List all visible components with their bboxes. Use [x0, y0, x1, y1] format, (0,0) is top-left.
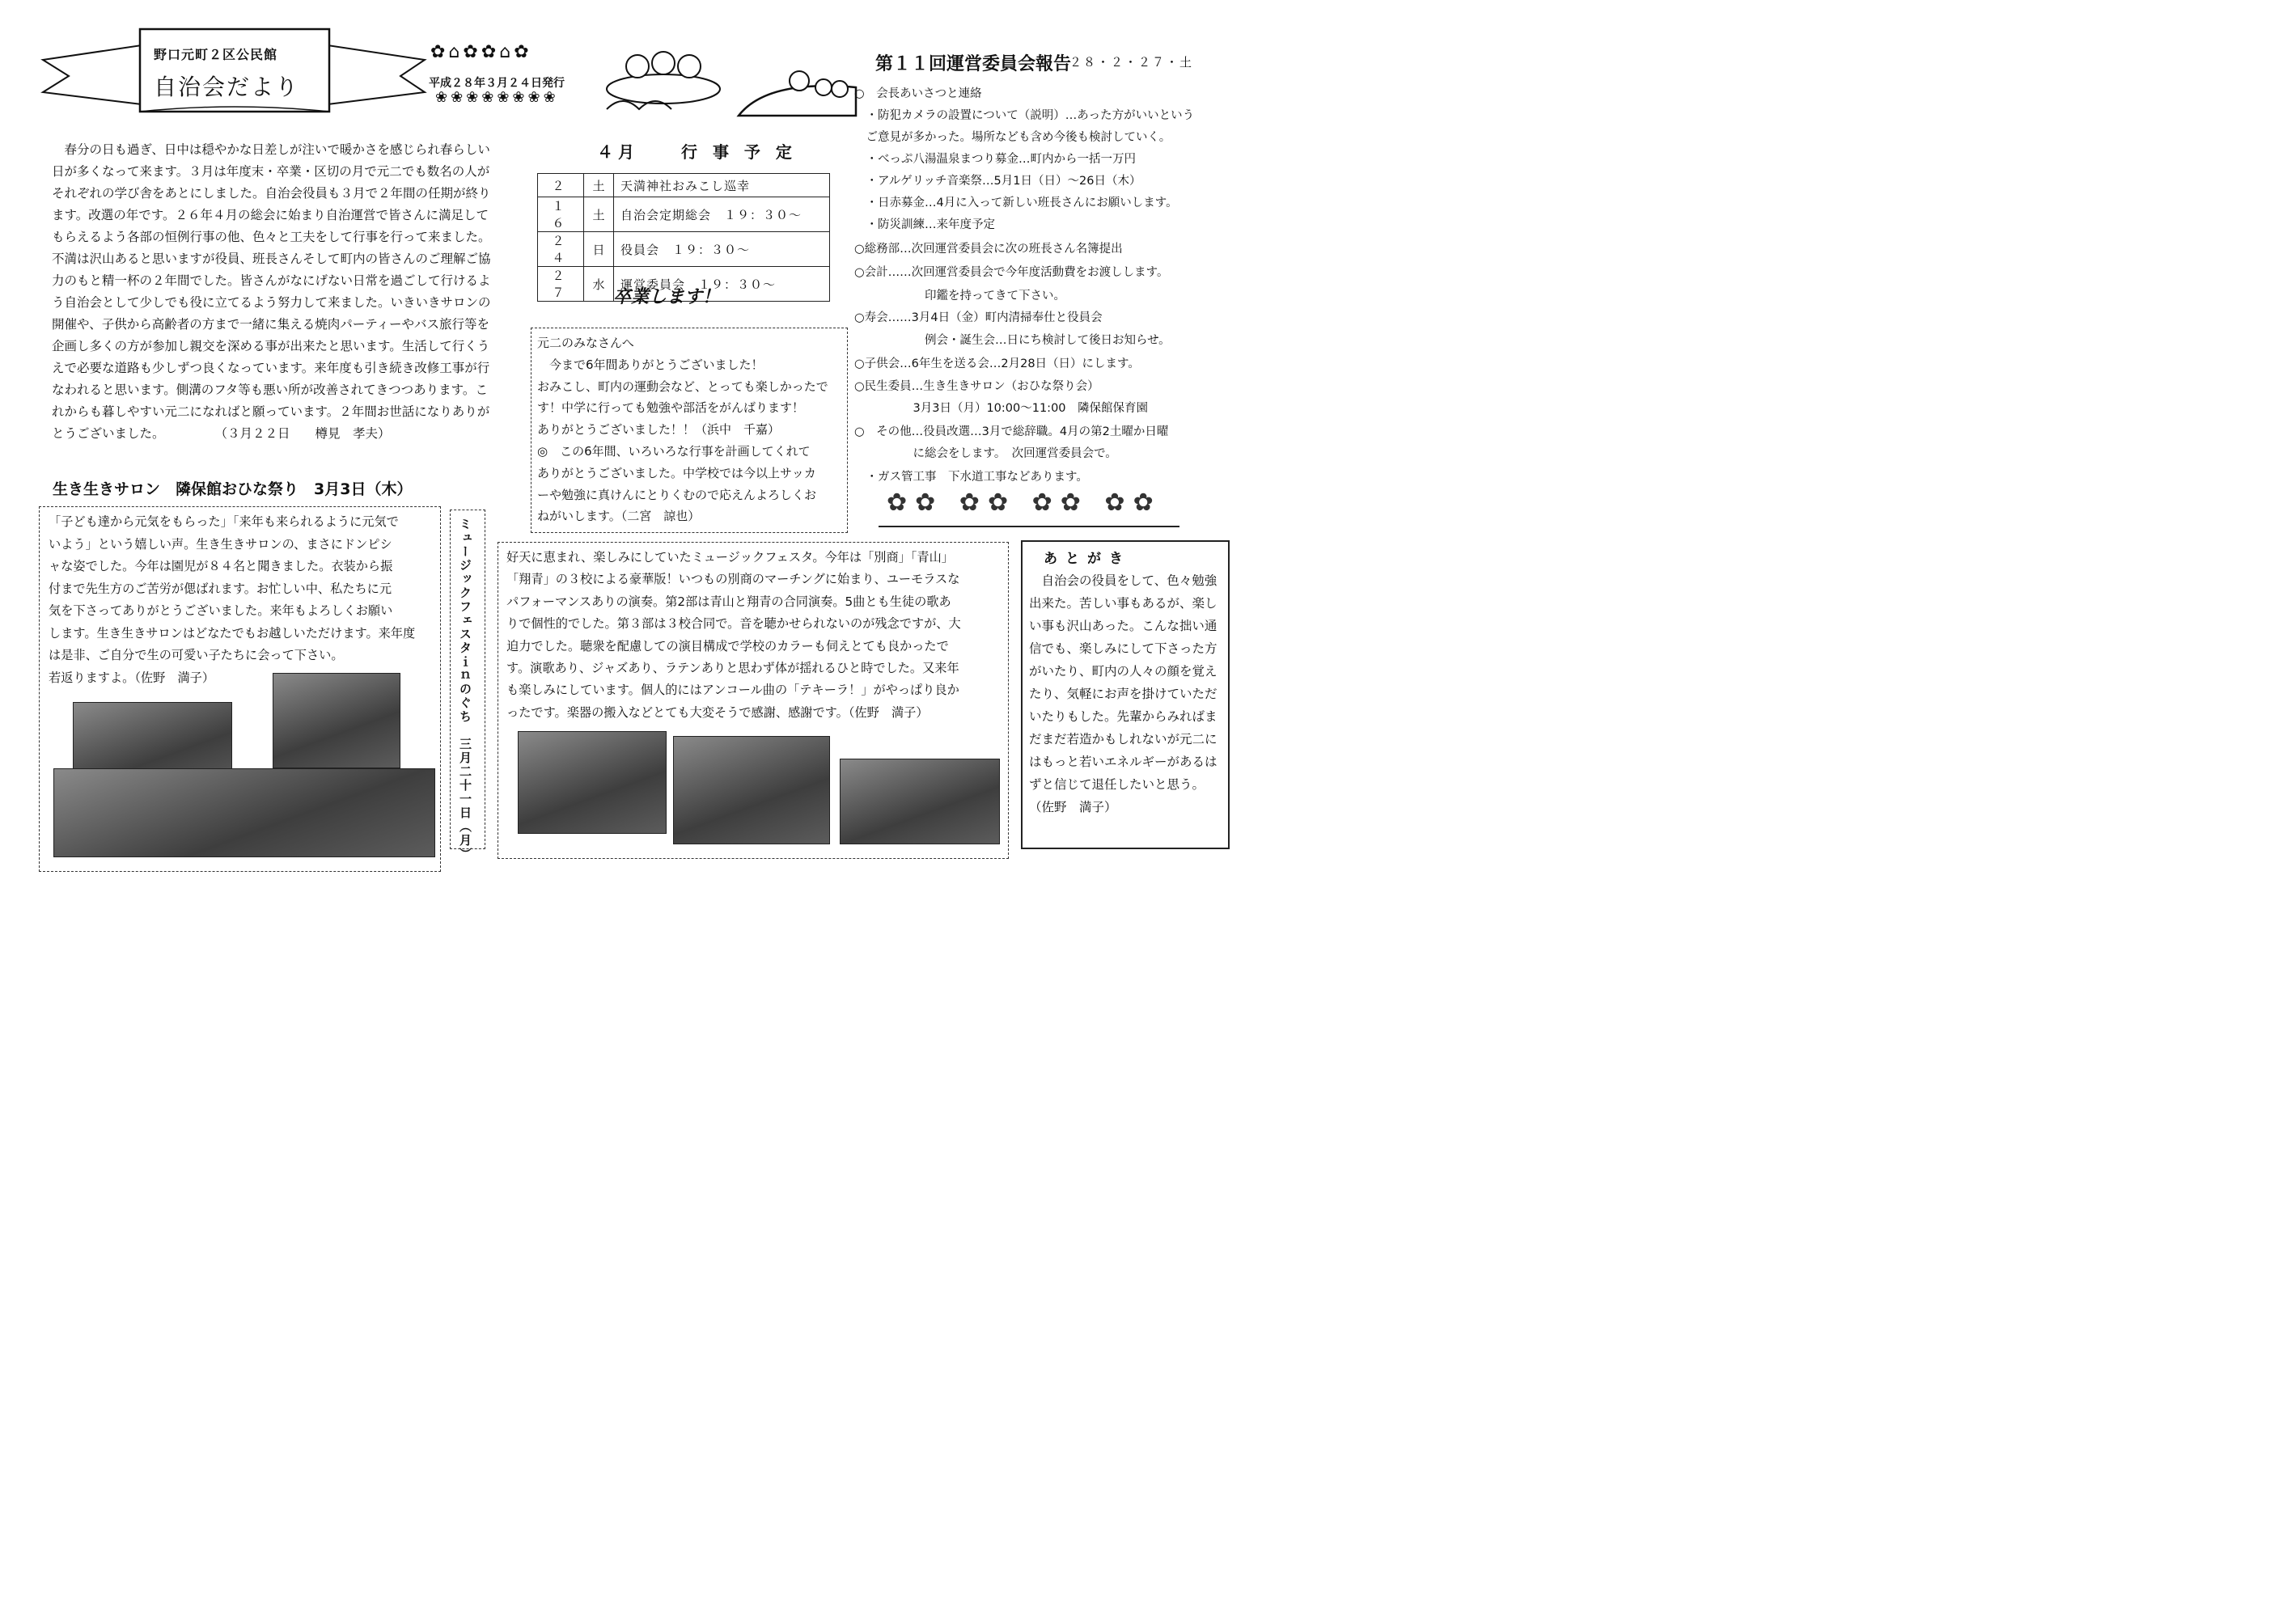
graduation-line: ◎ この6年間、いろいろな行事を計画してくれて [537, 443, 811, 459]
issue-date: 平成２８年３月２４日発行 [429, 77, 565, 90]
report-line: ・べっぷ八湯温泉まつり募金…町内から一括一万円 [854, 153, 1136, 166]
festa-photo-marching [518, 731, 667, 834]
greeting-line: 日が多くなって来ます。３月は年度末・卒業・区切の月で元二でも数名の人が [52, 164, 490, 179]
schedule-weekday: 日 [584, 232, 614, 267]
salon-photo-dance [273, 673, 400, 768]
schedule-event: 役員会 １９：３０～ [614, 232, 830, 267]
report-date: ２８・２・２７・土 [1069, 55, 1194, 70]
greeting-line: 力のもと精一杯の２年間でした。皆さんがなにげない日常を過ごして行けるよ [52, 273, 491, 288]
greeting-line: れからも暮しやすい元二になればと願っています。２年間お世話になりありが [52, 404, 490, 419]
festa-line: 好天に恵まれ、楽しみにしていたミュージックフェスタ。今年は「別商」「青山」 [506, 550, 954, 565]
greeting-line: なわれると思います。側溝のフタ等も悪い所が改善されてきつつあります。こ [52, 383, 488, 397]
schedule-day: ２７ [538, 267, 584, 302]
salon-line: 付まで先生方のご苦労が偲ばれます。お忙しい中、私たちに元 [49, 581, 392, 596]
report-title: 第１１回運営委員会報告 [875, 53, 1072, 74]
festa-vertical-caption: ミュージックフェスタｉｎのぐち 三月二十一日（月） [458, 518, 472, 861]
report-line: ○民生委員…生き生きサロン（おひな祭り会） [854, 380, 1099, 393]
festa-line: 迫力でした。聴衆を配慮しての演目構成で学校のカラーも伺えとても良かったで [506, 638, 949, 653]
schedule-weekday: 水 [584, 267, 614, 302]
report-line: ○ その他…役員改選…3月で総辞職。4月の第2土曜か日曜 [854, 425, 1169, 438]
report-line: 印鑑を持ってきて下さい。 [854, 290, 1065, 302]
graduation-line: 元二のみなさんへ [537, 336, 634, 350]
festa-line: りで個性的でした。第３部は３校合同で。音を聴かせられないのが残念ですが、大 [506, 616, 961, 632]
festa-article [506, 547, 1002, 724]
report-line: 例会・誕生会…日にち検討して後日お知らせ。 [854, 334, 1171, 347]
schedule-weekday: 土 [584, 174, 614, 197]
report-line: ・日赤募金…4月に入って新しい班長さんにお願いします。 [854, 197, 1178, 209]
report-line: ・ガス管工事 下水道工事などあります。 [854, 471, 1088, 484]
greeting-line: 不満は沢山あると思いますが役員、班長さんそして町内の皆さんのご理解ご協 [52, 252, 491, 266]
schedule-event: 自治会定期総会 １９：３０～ [614, 197, 830, 232]
graduation-line: 今まで6年間ありがとうございました！ [537, 357, 764, 372]
salon-title: 生き生きサロン 隣保館おひな祭り 3月3日（木） [53, 480, 413, 498]
newsletter-title: 自治会だより [154, 74, 300, 100]
report-line: ○総務部…次回運営委員会に次の班長さん名簿提出 [854, 243, 1123, 256]
report-line: ご意見が多かった。場所なども含め今後も検討していく。 [854, 131, 1171, 144]
greeting-line: えで必要な道路も少しずつ良くなっています。来年度も引き続き改修工事が行 [52, 361, 490, 375]
graduation-line: ねがいします。（二宮 諒也） [537, 509, 701, 524]
greeting-line: ます。改選の年です。２６年４月の総会に始まり自治運営で皆さんに満足して [52, 208, 489, 222]
train-illustration [735, 63, 864, 128]
report-line: ・防犯カメラの設置について（説明）…あった方がいいという [854, 109, 1195, 122]
salon-line: 「子ども達から元気をもらった」「来年も来られるように元気で [49, 514, 399, 529]
festa-photo-singer [673, 736, 830, 844]
greeting-line: 開催や、子供から高齢者の方まで一緒に集える焼肉パーティーやバス旅行等を [52, 317, 489, 332]
tulip-row-decoration: ❀❀❀❀❀❀❀❀ [435, 89, 559, 106]
festa-line: 「翔青」の３校による豪華版！いつもの別商のマーチングに始まり、ユーモラスな [506, 572, 960, 587]
schedule-day: ２ [538, 174, 584, 197]
festa-photo-stage [840, 759, 1000, 844]
report-line: ○会計……次回運営委員会で今年度活動費をお渡しします。 [854, 266, 1169, 279]
greeting-line: 企画し多くの方が参加し親交を深める事が出来たと思います。生活して行くう [52, 339, 490, 353]
tulip-ground-line [879, 526, 1179, 527]
festa-line: す。演歌あり、ジャズあり、ラテンありと思わず体が揺れるひと時でした。又来年 [506, 661, 959, 676]
graduation-line: おみこし、町内の運動会など、とっても楽しかったで [537, 379, 828, 394]
atogaki-title: あとがき [1044, 551, 1131, 567]
salon-article [49, 511, 437, 689]
schedule-event: 運営委員会 １９：３０～ [614, 267, 830, 302]
table-row [538, 232, 830, 267]
schedule-title: ４月 行 事 予 定 [597, 142, 797, 162]
house-flower-decoration: ✿⌂✿✿⌂✿ [430, 42, 532, 62]
salon-line: ャな姿でした。今年は園児が８４名と聞きました。衣装から振 [49, 559, 393, 573]
salon-line: いよう」という嬉しい声。生き生きサロンの、まさにドンピシ [49, 536, 392, 552]
atogaki-body: 自治会の役員をして、色々勉強出来た。苦しい事もあるが、楽しい事も沢山あった。こんな拙い通信でも、楽しみにして下さった方がいたり、町内の人々の顔を覚えたり、気軽にお声を掛けていただいたりもした。先輩からみればまだまだ若造かもしれないが元二にはもっと若いエネルギーがあるはずと信じて退任したいと思う。（佐野 満子） [1029, 573, 1217, 814]
graduation-line: ありがとうございました！！（浜中 千嘉） [537, 422, 781, 438]
org-name: 野口元町２区公民館 [154, 47, 278, 62]
salon-photo-performance [53, 768, 435, 857]
report-line: 3月3日（月）10:00～11:00 隣保館保育園 [854, 402, 1149, 415]
salon-line: は是非、ご自分で生の可愛い子たちに会って下さい。 [49, 648, 344, 662]
tulip-decoration: ✿✿ ✿✿ ✿✿ ✿✿ [887, 488, 1162, 517]
report-line: ○ 会長あいさつと連絡 [854, 87, 982, 100]
salon-line: します。生き生きサロンはどなたでもお越しいただけます。来年度 [49, 625, 416, 641]
table-row [538, 174, 830, 197]
graduation-line: ありがとうございました。中学校では今以上サッカ [537, 465, 816, 480]
salon-line: 若返りますよ。（佐野 満子） [49, 670, 215, 685]
greeting-line: もらえるよう各部の恒例行事の他、色々と工夫をして行事を行って来ました。 [52, 230, 491, 244]
greeting-article [52, 139, 529, 445]
report-line: ・防災訓練…来年度予定 [854, 218, 995, 231]
airplane-illustration [599, 32, 728, 121]
graduation-line: す！中学に行っても勉強や部活をがんばります！ [537, 400, 805, 416]
report-line: ○寿会……3月4日（金）町内清掃奉仕と役員会 [854, 311, 1103, 324]
salon-line: 気を下さってありがとうございました。来年もよろしくお願い [49, 603, 393, 618]
greeting-line: それぞれの学び舎をあとにしました。自治会役員も３月で２年間の任期が終り [52, 186, 491, 201]
greeting-line: とうございました。 （３月２２日 樽見 孝夫） [52, 426, 391, 441]
greeting-line: う自治会として少しでも役に立てるよう努力して来ました。いきいきサロンの [52, 295, 491, 310]
festa-line: パフォーマンスありの演奏。第2部は青山と翔青の合同演奏。5曲とも生徒の歌あ [506, 594, 951, 609]
festa-line: ったです。楽器の搬入などとても大変そうで感謝、感謝です。（佐野 満子） [506, 704, 929, 720]
graduation-messages [537, 332, 845, 527]
festa-line: も楽しみにしています。個人的にはアンコール曲の「テキーラ！」がやっぱり良か [506, 683, 959, 698]
greeting-line: 春分の日も過ぎ、日中は穏やかな日差しが注いで暖かさを感じられ春らしい [52, 142, 490, 157]
report-line: ・アルゲリッチ音楽祭…5月1日（日）～26日（木） [854, 175, 1141, 188]
report-line: に総会をします。 次回運営委員会で。 [854, 447, 1117, 460]
schedule-day: ２４ [538, 232, 584, 267]
schedule-weekday: 土 [584, 197, 614, 232]
schedule-event: 天満神社おみこし巡幸 [614, 174, 830, 197]
schedule-day: １６ [538, 197, 584, 232]
report-line: ○子供会…6年生を送る会…2月28日（日）にします。 [854, 357, 1140, 370]
table-row [538, 197, 830, 232]
graduation-line: ーや勉強に真けんにとりくむので応えんよろしくお [537, 487, 817, 502]
graduation-title: 卒業します！ [613, 287, 721, 307]
